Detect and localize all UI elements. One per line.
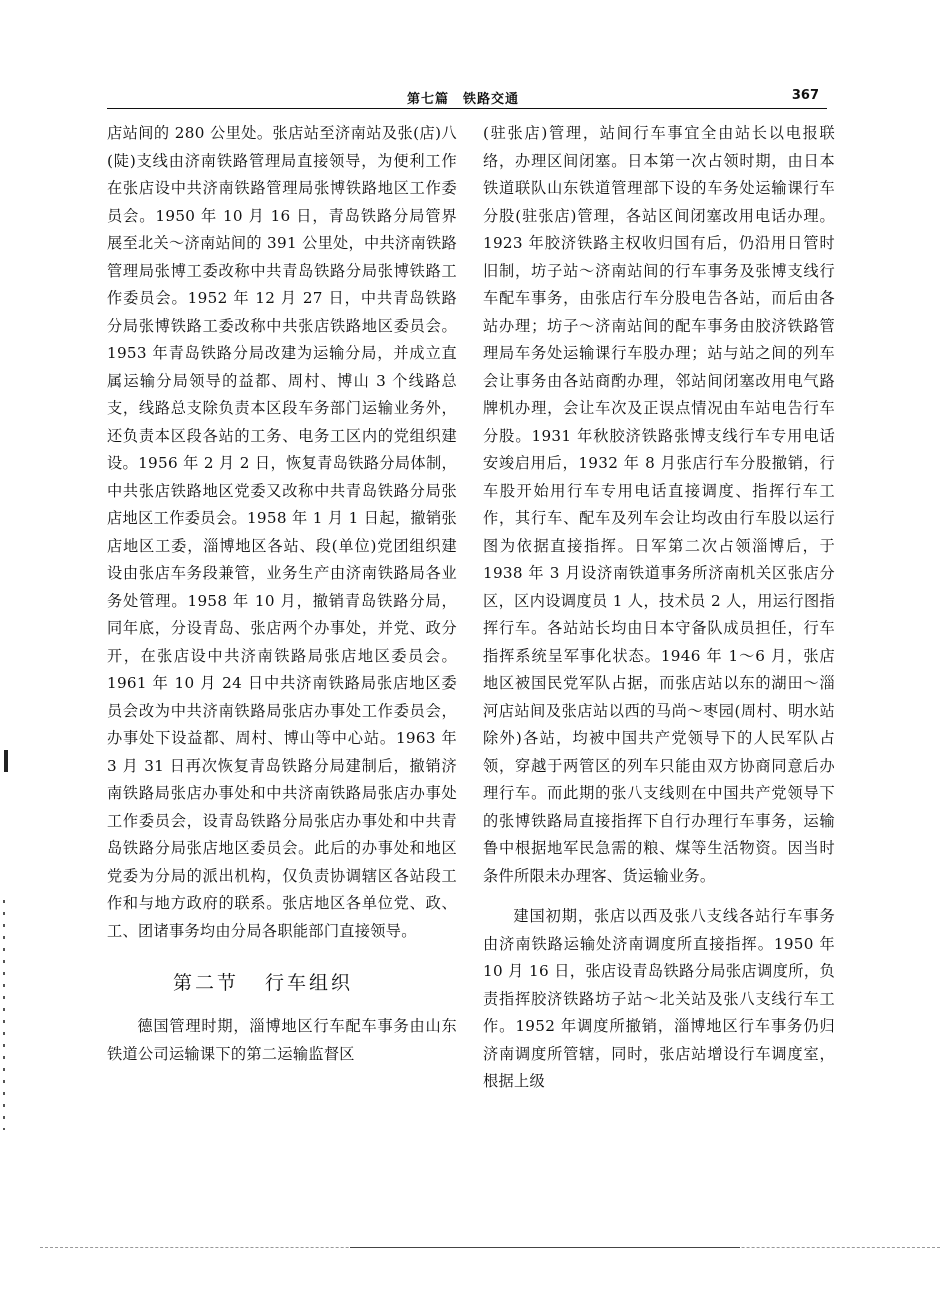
running-title: 第七篇 铁路交通: [407, 92, 520, 107]
right-column: [483, 120, 835, 1096]
page-number: 367: [791, 88, 819, 103]
scan-margin-dots: [3, 900, 5, 1130]
scan-margin-mark: [4, 750, 8, 772]
section-title: 行车组织: [265, 972, 354, 994]
left-column: [107, 120, 457, 1068]
right-paragraph-1: (驻张店)管理，站间行车事宜全由站长以电报联络，办理区间闭塞。日本第一次占领时期，由日本铁道联队山东铁道管理部下设的车务处运输课行车分股(驻张店)管理，各站区间闭塞改用电话办理。1923 年胶济铁路主权收归国有后，仍沿用日管时旧制，坊子站～济南站间的行车事务及张博支线行车配车事务，由张店行车分股电告各站，而后由各站办理；坊子～济南站间的配车事务由胶济铁路管理局车务处运输课行车股办理；站与站之间的列车会让事务由各站商酌办理，邻站间闭塞改用电气路牌机办理，会让车次及正误点情况由车站电告行车分股。1931 年秋胶济铁路张博支线行车专用电话安竣启用后，1932 年 8 月张店行车分股撤销，行车股开始用行车专用电话直接调度、指挥行车工作，其行车、配车及列车会让均改由行车股以运行图为依据直接指挥。日军第二次占领淄博后，于 1938 年 3 月设济南铁道事务所济南机关区张店分区，区内设调度员 1 人，技术员 2 人，用运行图指挥行车。各站站长均由日本守备队成员担任，行车指挥系统呈军事化状态。1946 年 1～6 月，张店地区被国民党军队占据，而张店站以东的湖田～淄河店站间及张店站以西的马尚～枣园(周村、明水站除外)各站，均被中国共产党领导下的人民军队占领，穿越于两管区的列车只能由双方协商同意后办理行车。而此期的张八支线则在中国共产党领导下的张博铁路局直接指挥下自行办理行车事务，运输鲁中根据地军民急需的粮、煤等生活物资。因当时条件所限未办理客、货运输业务。: [483, 124, 835, 885]
header-rule: [107, 108, 827, 109]
page-header: [107, 84, 827, 110]
section-heading: [173, 968, 457, 995]
right-paragraph-2: 建国初期，张店以西及张八支线各站行车事务由济南铁路运输处济南调度所直接指挥。1950 年 10 月 16 日，张店设青岛铁路分局张店调度所，负责指挥胶济铁路坊子站～北关站及张八支线行车工作。1952 年调度所撤销，淄博地区行车事务仍归济南调度所管辖，同时，张店站增设行车调度室，根据上级: [483, 907, 835, 1090]
left-paragraph-1: 店站间的 280 公里处。张店站至济南站及张(店)八(陡)支线由济南铁路管理局直接领导，为便利工作在张店设中共济南铁路管理局张博铁路地区工作委员会。1950 年 10 月 16 日，青岛铁路分局管界展至北关～济南站间的 391 公里处，中共济南铁路管理局张博工委改称中共青岛铁路分局张博铁路工作委员会。1952 年 12 月 27 日，中共青岛铁路分局张博铁路工委改称中共张店铁路地区委员会。1953 年青岛铁路分局改建为运输分局，并成立直属运输分局领导的益都、周村、博山 3 个线路总支，线路总支除负责本区段车务部门运输业务外，还负责本区段各站的工务、电务工区内的党组织建设。1956 年 2 月 2 日，恢复青岛铁路分局体制，中共张店铁路地区党委又改称中共青岛铁路分局张店地区工作委员会。1958 年 1 月 1 日起，撤销张店地区工委，淄博地区各站、段(单位)党团组织建设由张店车务段兼管，业务生产由济南铁路局各业务处管理。1958 年 10 月，撤销青岛铁路分局，同年底，分设青岛、张店两个办事处，并党、政分开，在张店设中共济南铁路局张店地区委员会。1961 年 10 月 24 日中共济南铁路局张店地区委员会改为中共济南铁路局张店办事处工作委员会，办事处下设益都、周村、博山等中心站。1963 年 3 月 31 日再次恢复青岛铁路分局建制后，撤销济南铁路局张店办事处和中共济南铁路局张店办事处工作委员会，设青岛铁路分局张店办事处和中共青岛铁路分局张店地区委员会。此后的办事处和地区党委为分局的派出机构，仅负责协调辖区各站段工作和与地方政府的联系。张店地区各单位党、政、工、团诸事务均由分局各职能部门直接领导。: [107, 124, 457, 940]
section-number: 第二节: [173, 972, 240, 994]
scan-bottom-line: [350, 1247, 740, 1248]
left-paragraph-2: 德国管理时期，淄博地区行车配车事务由山东铁道公司运输课下的第二运输监督区: [107, 1017, 457, 1063]
